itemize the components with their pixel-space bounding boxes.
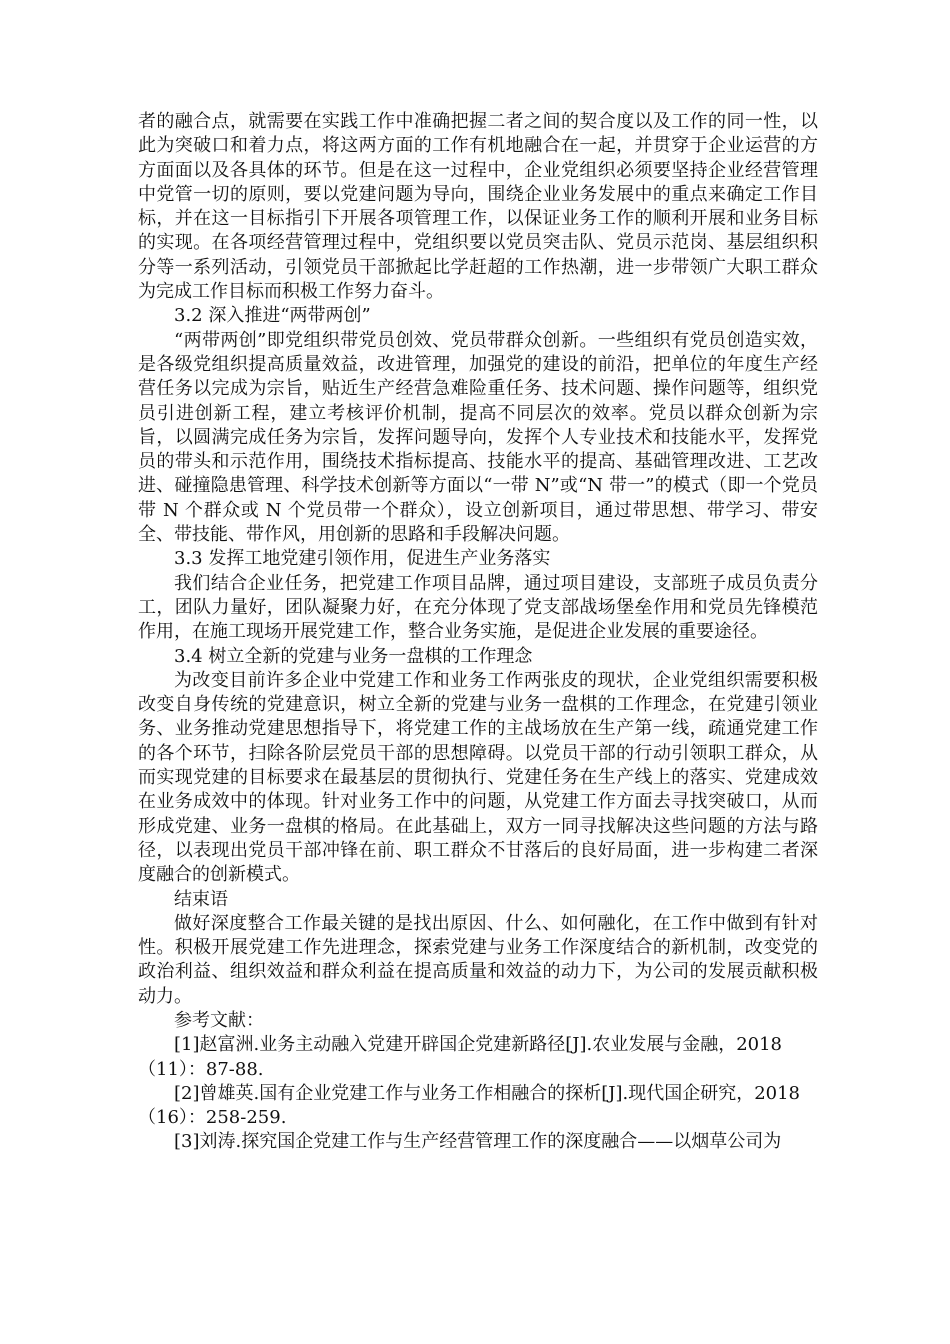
references-heading: 参考文献： — [174, 1009, 264, 1031]
section-heading: 3.2 深入推进“两带两创” — [174, 305, 371, 327]
section-heading: 3.4 树立全新的党建与业务一盘棋的工作理念 — [174, 645, 533, 667]
conclusion-heading: 结束语 — [174, 888, 228, 910]
reference-line: （11）：87-88. — [138, 1058, 264, 1080]
reference-line: （16）：258-259. — [138, 1107, 287, 1129]
reference-item — [138, 1033, 818, 1082]
body-paragraph: 我们结合企业任务，把党建工作项目品牌，通过项目建设，支部班子成员负责分工，团队力量好，团队凝聚力好，在充分体现了党支部战场堡垒作用和党员先锋模范作用，在施工现场开展党建工作，整合业务实施，是促进企业发展的重要途径。 — [138, 572, 818, 643]
reference-line: [2]曾雄英.国有企业党建工作与业务工作相融合的探析[J].现代国企研究，2018 — [174, 1082, 801, 1104]
reference-list — [138, 1033, 818, 1154]
body-paragraph: “两带两创”即党组织带党员创效、党员带群众创新。一些组织有党员创造实效，是各级党组织提高质量效益，改进管理，加强党的建设的前沿，把单位的年度生产经营任务以完成为宗旨，贴近生产经营急难险重任务、技术问题、操作问题等，组织党员引进创新工程，建立考核评价机制，提高不同层次的效率。党员以群众创新为宗旨，以圆满完成任务为宗旨，发挥问题导向，发挥个人专业技术和技能水平，发挥党员的带头和示范作用，围绕技术指标提高、技能水平的提高、基础管理改进、工艺改进、碰撞隐患管理、科学技术创新等方面以“一带 N”或“N 带一”的模式（即一个党员带 N 个群众或 N 个党员带一个群众），设立创新项目，通过带思想、带学习、带安全、带技能、带作风，用创新的思路和手段解决问题。 — [138, 329, 818, 546]
reference-item — [138, 1082, 818, 1131]
body-paragraph: 做好深度整合工作最关键的是找出原因、什么、如何融化，在工作中做到有针对性。积极开展党建工作先进理念，探索党建与业务工作深度结合的新机制，改变党的政治利益、组织效益和群众利益在提高质量和效益的动力下，为公司的发展贡献积极动力。 — [138, 912, 818, 1007]
reference-line: [3]刘涛.探究国企党建工作与生产经营管理工作的深度融合——以烟草公司为 — [174, 1131, 782, 1153]
document-body — [138, 110, 818, 1155]
reference-item — [138, 1130, 818, 1154]
body-paragraph: 为改变目前许多企业中党建工作和业务工作两张皮的现状，企业党组织需要积极改变自身传统的党建意识，树立全新的党建与业务一盘棋的工作理念，在党建引领业务、业务推动党建思想指导下，将党建工作的主战场放在生产第一线，疏通党建工作的各个环节，扫除各阶层党员干部的思想障碍。以党员干部的行动引领职工群众，从而实现党建的目标要求在最基层的贯彻执行、党建任务在生产线上的落实、党建成效在业务成效中的体现。针对业务工作中的问题，从党建工作方面去寻找突破口，从而形成党建、业务一盘棋的格局。在此基础上，双方一同寻找解决这些问题的方法与路径，以表现出党员干部冲锋在前、职工群众不甘落后的良好局面，进一步构建二者深度融合的创新模式。 — [138, 669, 818, 886]
reference-line: [1]赵富洲.业务主动融入党建开辟国企党建新路径[J].农业发展与金融，2018 — [174, 1034, 783, 1056]
body-paragraph: 者的融合点，就需要在实践工作中准确把握二者之间的契合度以及工作的同一性，以此为突破口和着力点，将这两方面的工作有机地融合在一起，并贯穿于企业运营的方方面面以及各具体的环节。但是在这一过程中，企业党组织必须要坚持企业经营管理中党管一切的原则，要以党建问题为导向，围绕企业业务发展中的重点来确定工作目标，并在这一目标指引下开展各项管理工作，以保证业务工作的顺利开展和业务目标的实现。在各项经营管理过程中，党组织要以党员突击队、党员示范岗、基层组织积分等一系列活动，引领党员干部掀起比学赶超的工作热潮，进一步带领广大职工群众为完成工作目标而积极工作努力奋斗。 — [138, 111, 818, 303]
section-heading: 3.3 发挥工地党建引领作用，促进生产业务落实 — [174, 548, 551, 570]
